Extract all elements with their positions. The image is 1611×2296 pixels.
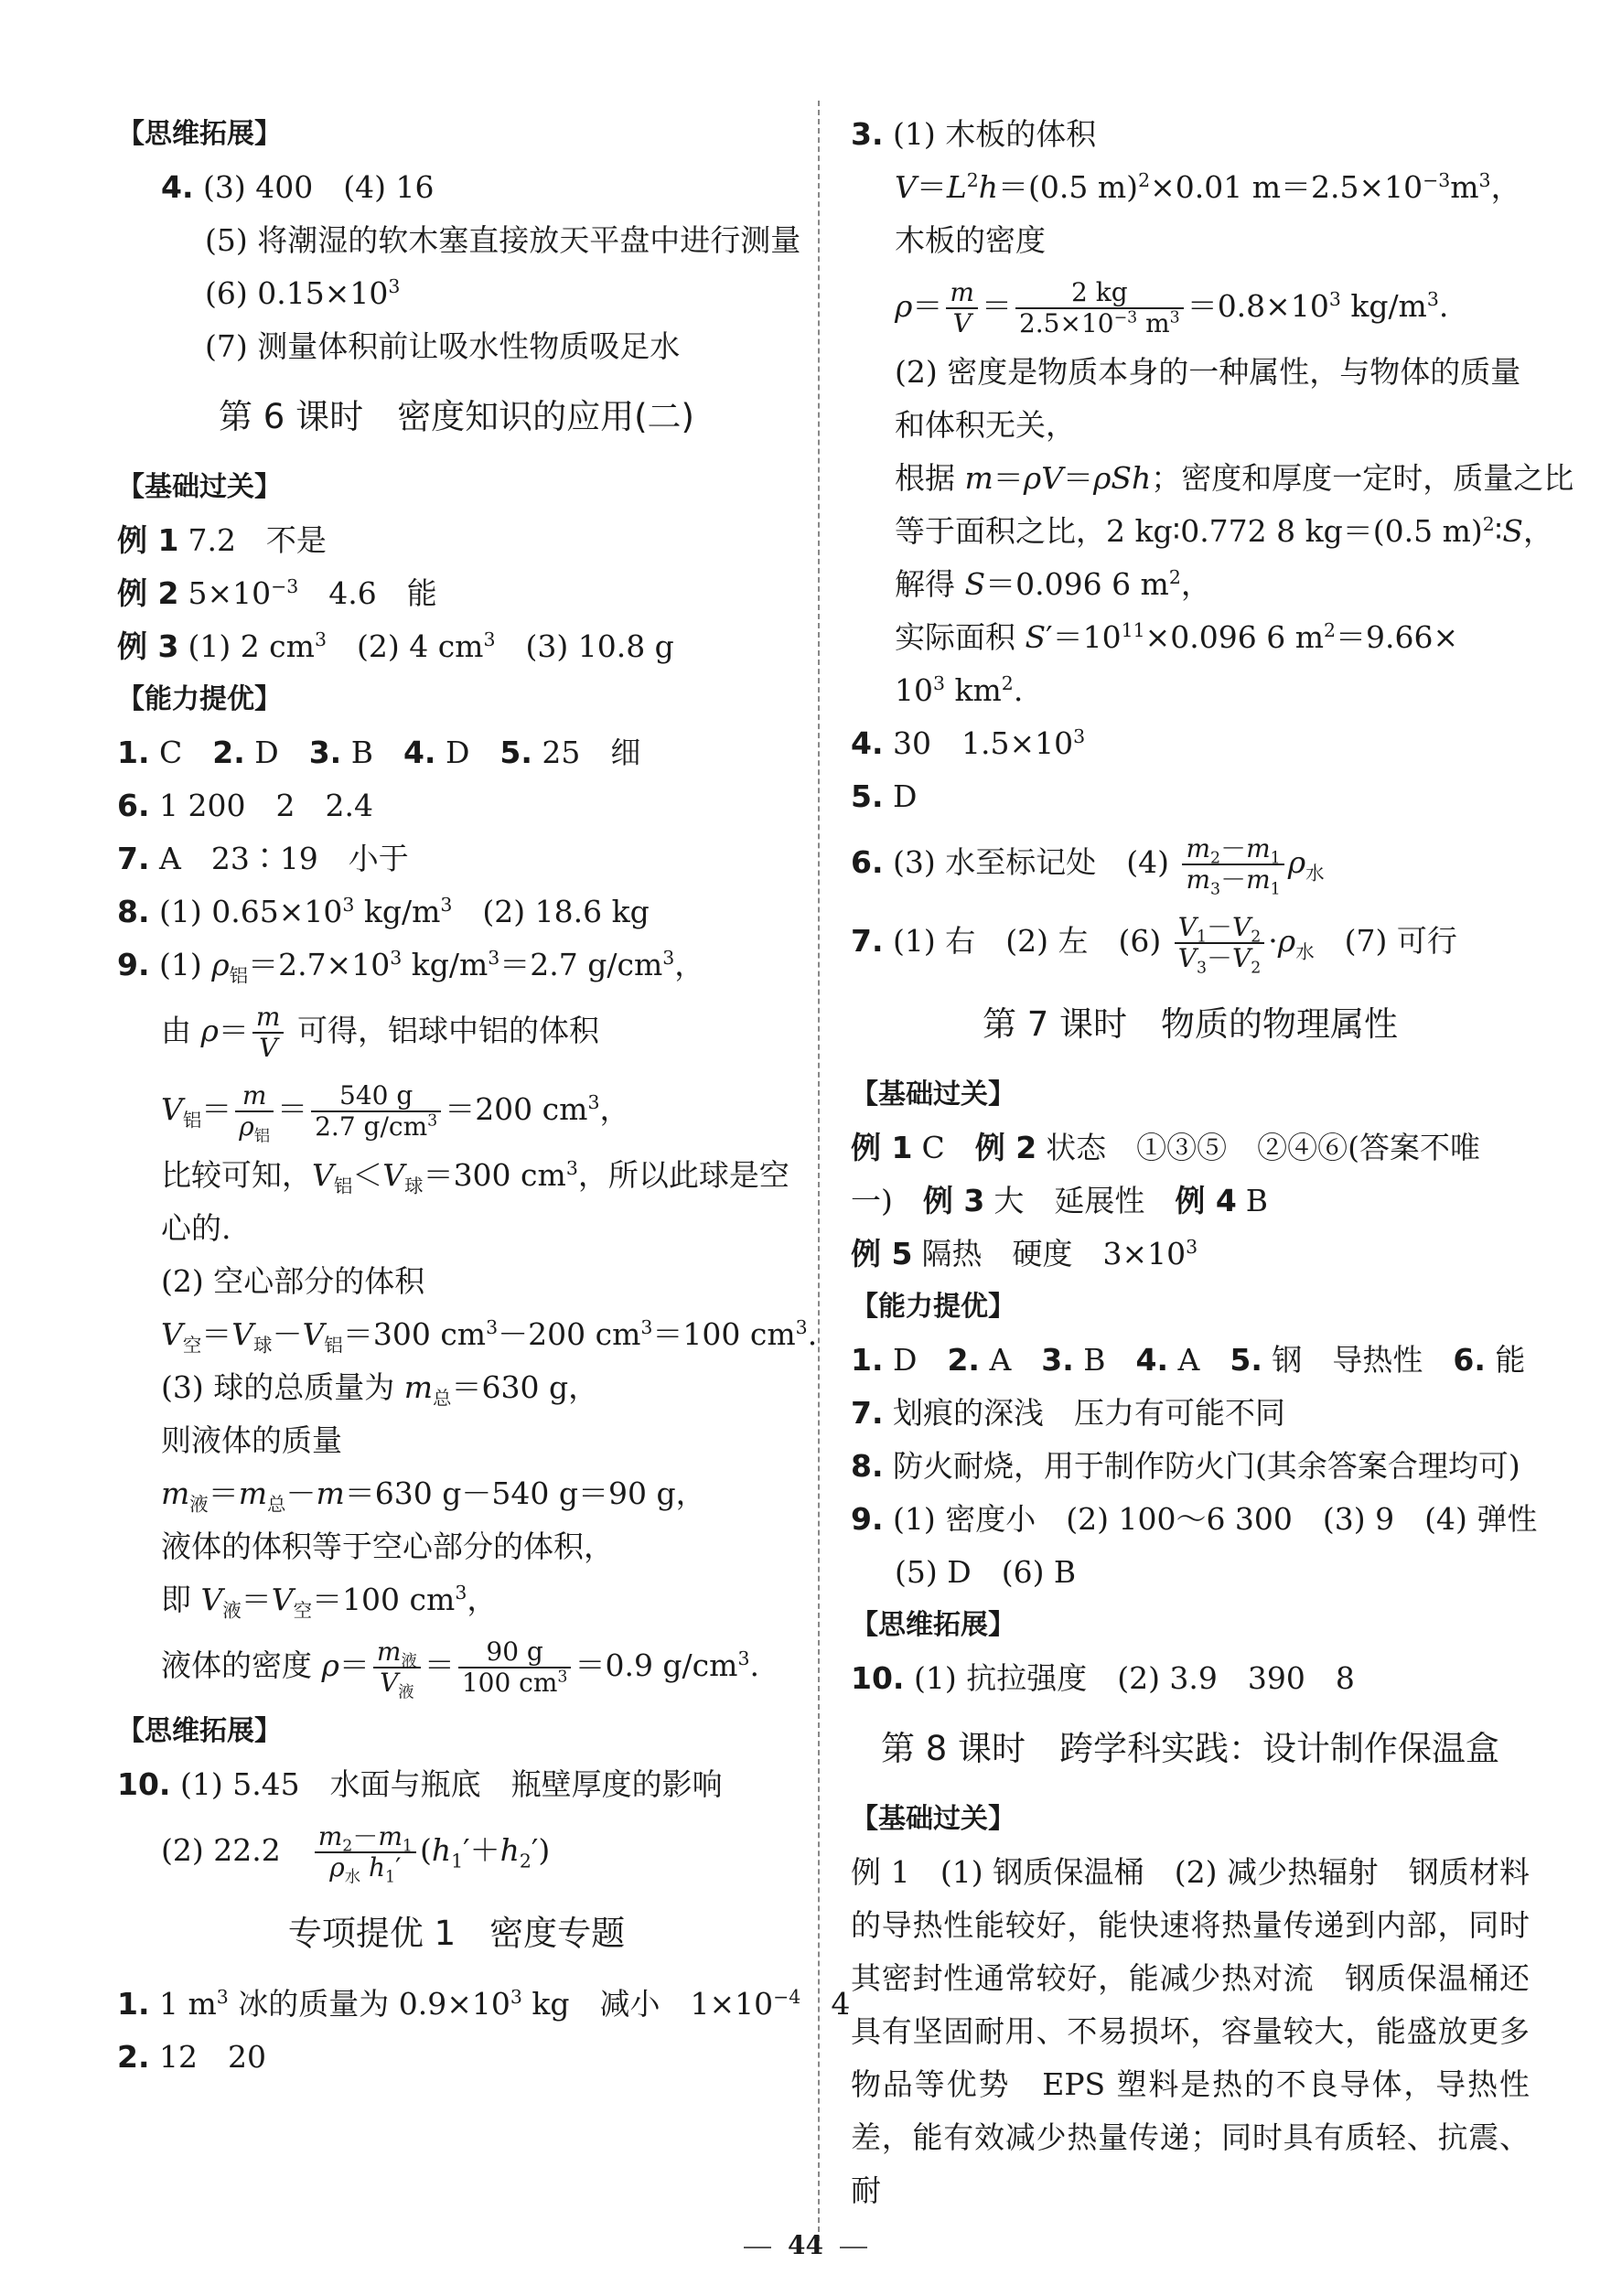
answer-3-line-2: $V=L^2h=(0.5$ m)$^2$×0.01 $m=2.5\times 10^{-3}m^3$，	[895, 169, 1521, 205]
answer-9-line-7: $V_空=V_球-V_铝=300$ $cm^3-200$ $cm^3=100$ $cm^3$.	[161, 1316, 818, 1357]
answer-7-9-line-2: (5) D (6) B	[895, 1554, 1077, 1590]
answer-9-line-4: 比较可知，$V_铝<V_球=300$ $cm^3$，所以此球是空	[161, 1157, 789, 1197]
answer-4-line-3: (6) $0.15\times 10^3$	[205, 275, 401, 311]
example-3: 例 3 (1) 2 $cm^3$ (2) 4 $cm^3$ (3) 10.8 g	[117, 628, 674, 664]
answer-3-line-7: 根据 m＝ρV＝ρSh；密度和厚度一定时，质量之比	[895, 460, 1574, 496]
answer-5: 5. D	[851, 778, 918, 814]
answer-9-line-2: 由 ρ＝ $\frac{m}{V}$ 可得，铝球中铝的体积	[161, 1002, 599, 1063]
section-header-ability: 【能力提优】	[117, 683, 282, 715]
special-topic-title: 专项提优 1 密度专题	[287, 1914, 626, 1953]
answer-8: 8. (1) $0.65\times 10^3$ $kg/m^3$ (2) 18.6 kg	[117, 894, 650, 929]
answer-9-line-10: $m_液=m_总-m=630$ g－540 g＝90 g，	[161, 1475, 706, 1516]
section-header-ability-7: 【能力提优】	[851, 1291, 1015, 1323]
lesson-8-example-1-paragraph: 例 1 (1) 钢质保温桶 (2) 减少热辐射 钢质材料的导热性能较好，能快速将热量传递到内部，同时其密封性通常较好，能减少热对流 钢质保温桶还具有坚固耐用、不易损坏，容量较大，能盛放更多物品等优势 EPS 塑料是热的不良导体，导热性差，能有效减少热量传递；同时具有质轻、抗震、耐	[851, 1854, 1530, 2208]
answer-9-line-13: 液体的密度 ρ＝ $\frac{m_液}{V_液}$ ＝ $\frac{90 g}{100 cm^3}$ ＝0.9 $g/cm^3$.	[161, 1636, 759, 1702]
answer-3-line-1: 3. (1) 木板的体积	[851, 116, 1097, 152]
section-header-basic-7: 【基础过关】	[851, 1078, 1015, 1110]
section-header-basic-8: 【基础过关】	[851, 1803, 1015, 1835]
answer-3-line-5: (2) 密度是物质本身的一种属性，与物体的质量	[895, 354, 1521, 390]
answer-3-line-11: $10^3$ $km^2$.	[895, 672, 1024, 708]
page-number: 44	[0, 2230, 1611, 2260]
answer-7: 7. A 23∶19 小于	[117, 841, 409, 876]
answer-7-9-line-1: 9. (1) 密度小 (2) 100～6 300 (3) 9 (4) 弹性	[851, 1501, 1538, 1537]
examples-7-line-1: 例 1 C 例 2 状态 ①③⑤ ②④⑥(答案不唯	[851, 1130, 1481, 1165]
lesson-6-title: 第 6 课时 密度知识的应用(二)	[219, 397, 694, 436]
answer-7-7: 7. 划痕的深浅 压力有可能不同	[851, 1395, 1285, 1431]
example-2: 例 2 $5\times 10^{-3}$ 4.6 能	[117, 575, 437, 611]
answer-4-line-2: (5) 将潮湿的软木塞直接放天平盘中进行测量	[205, 222, 801, 258]
section-header-thinking-2: 【思维拓展】	[117, 1715, 282, 1747]
section-header-basic: 【基础过关】	[117, 471, 282, 503]
answer-9-line-6: (2) 空心部分的体积	[161, 1263, 425, 1299]
answer-3-line-6: 和体积无关，	[895, 407, 1076, 443]
examples-7-line-3: 例 5 隔热 硬度 $3\times 10^3$	[851, 1236, 1198, 1271]
answer-10-line-2: (2) 22.2 $\frac{m_2-m_1}{\rho_水 h_1'}$ $(h_1'+h_2')$	[161, 1821, 551, 1887]
answer-3-line-8: 等于面积之比，2 kg∶0.772 8 kg＝(0.5 m)$^2$∶S，	[895, 513, 1553, 549]
answer-3-line-9: 解得 S＝0.096 6 $m^2$，	[895, 566, 1211, 602]
answer-7-8: 8. 防火耐烧，用于制作防火门(其余答案合理均可)	[851, 1448, 1520, 1484]
answer-3-line-4: ρ＝ $\frac{m}{V}$ ＝ $\frac{2 kg}{2.5\times 10^{-3} m^3}$ $=0.8\times 10^3$ $kg/m^3$.	[895, 277, 1449, 338]
answers-7-1-6: 1. D 2. A 3. B 4. A 5. 钢 导热性 6. 能	[851, 1342, 1526, 1378]
section-header-thinking: 【思维拓展】	[117, 118, 282, 150]
special-answer-1: 1. 1 $m^3$ 冰的质量为 $0.9\times 10^3$ kg 减小 $1\times 10^{-4}$ 4	[117, 1986, 851, 2022]
examples-7-line-2: 一) 例 3 大 延展性 例 4 B	[851, 1183, 1269, 1218]
right-column	[851, 108, 1574, 2217]
answer-9-line-12: 即 $V_液=V_空=100$ $cm^3$，	[161, 1582, 498, 1622]
answer-9-line-5: 心的.	[161, 1210, 231, 1246]
answer-9-line-3: $V_铝=$ $\frac{m}{\rho_铝}$ ＝ $\frac{540 g}{2.7 g/cm^3}$ ＝200 $cm^3$，	[161, 1080, 630, 1146]
answer-7: 7. (1) 右 (2) 左 (6) $\frac{V_1-V_2}{V_3-V_2}$ $\cdot\rho_水$ (7) 可行	[851, 912, 1457, 978]
answer-9-line-8: (3) 球的总质量为 $m_总=630$ g，	[161, 1369, 599, 1410]
answer-3-line-10: 实际面积 $S'=10^{11}\times 0.096$ 6 $m^2=9.66\times$	[895, 619, 1459, 655]
answer-9-line-11: 液体的体积等于空心部分的体积，	[161, 1529, 614, 1564]
answer-9-line-1: 9. (1) $\rho_铝=2.7\times 10^3$ $kg/m^3=2.7$ $g/cm^3$，	[117, 947, 705, 987]
answer-4-line-4: (7) 测量体积前让吸水性物质吸足水	[205, 328, 681, 364]
answer-10-line-1: 10. (1) 5.45 水面与瓶底 瓶壁厚度的影响	[117, 1766, 723, 1802]
section-header-thinking-7: 【思维拓展】	[851, 1609, 1015, 1641]
lesson-7-title: 第 7 课时 物质的物理属性	[982, 1004, 1399, 1044]
answer-9-line-9: 则液体的质量	[161, 1422, 342, 1458]
answer-3-line-3: 木板的密度	[895, 222, 1046, 258]
answer-7-10: 10. (1) 抗拉强度 (2) 3.9 390 8	[851, 1660, 1355, 1696]
answer-6: 6. (3) 水至标记处 (4) $\frac{m_2-m_1}{m_3-m_1}$ $\rho_水$	[851, 833, 1325, 899]
answer-4-line-1: 4. (3) 400 (4) 16	[161, 169, 435, 205]
example-1: 例 1 7.2 不是	[117, 522, 327, 558]
answers-1-5: 1. C 2. D 3. B 4. D 5. 25 细	[117, 735, 641, 770]
special-answer-2: 2. 12 20	[117, 2039, 266, 2075]
answer-4: 4. 30 $1.5\times 10^3$	[851, 725, 1086, 761]
left-column	[117, 108, 851, 2084]
column-divider	[818, 101, 820, 2241]
lesson-8-title: 第 8 课时 跨学科实践：设计制作保温盒	[880, 1729, 1500, 1768]
answer-6: 6. 1 200 2 2.4	[117, 788, 373, 823]
